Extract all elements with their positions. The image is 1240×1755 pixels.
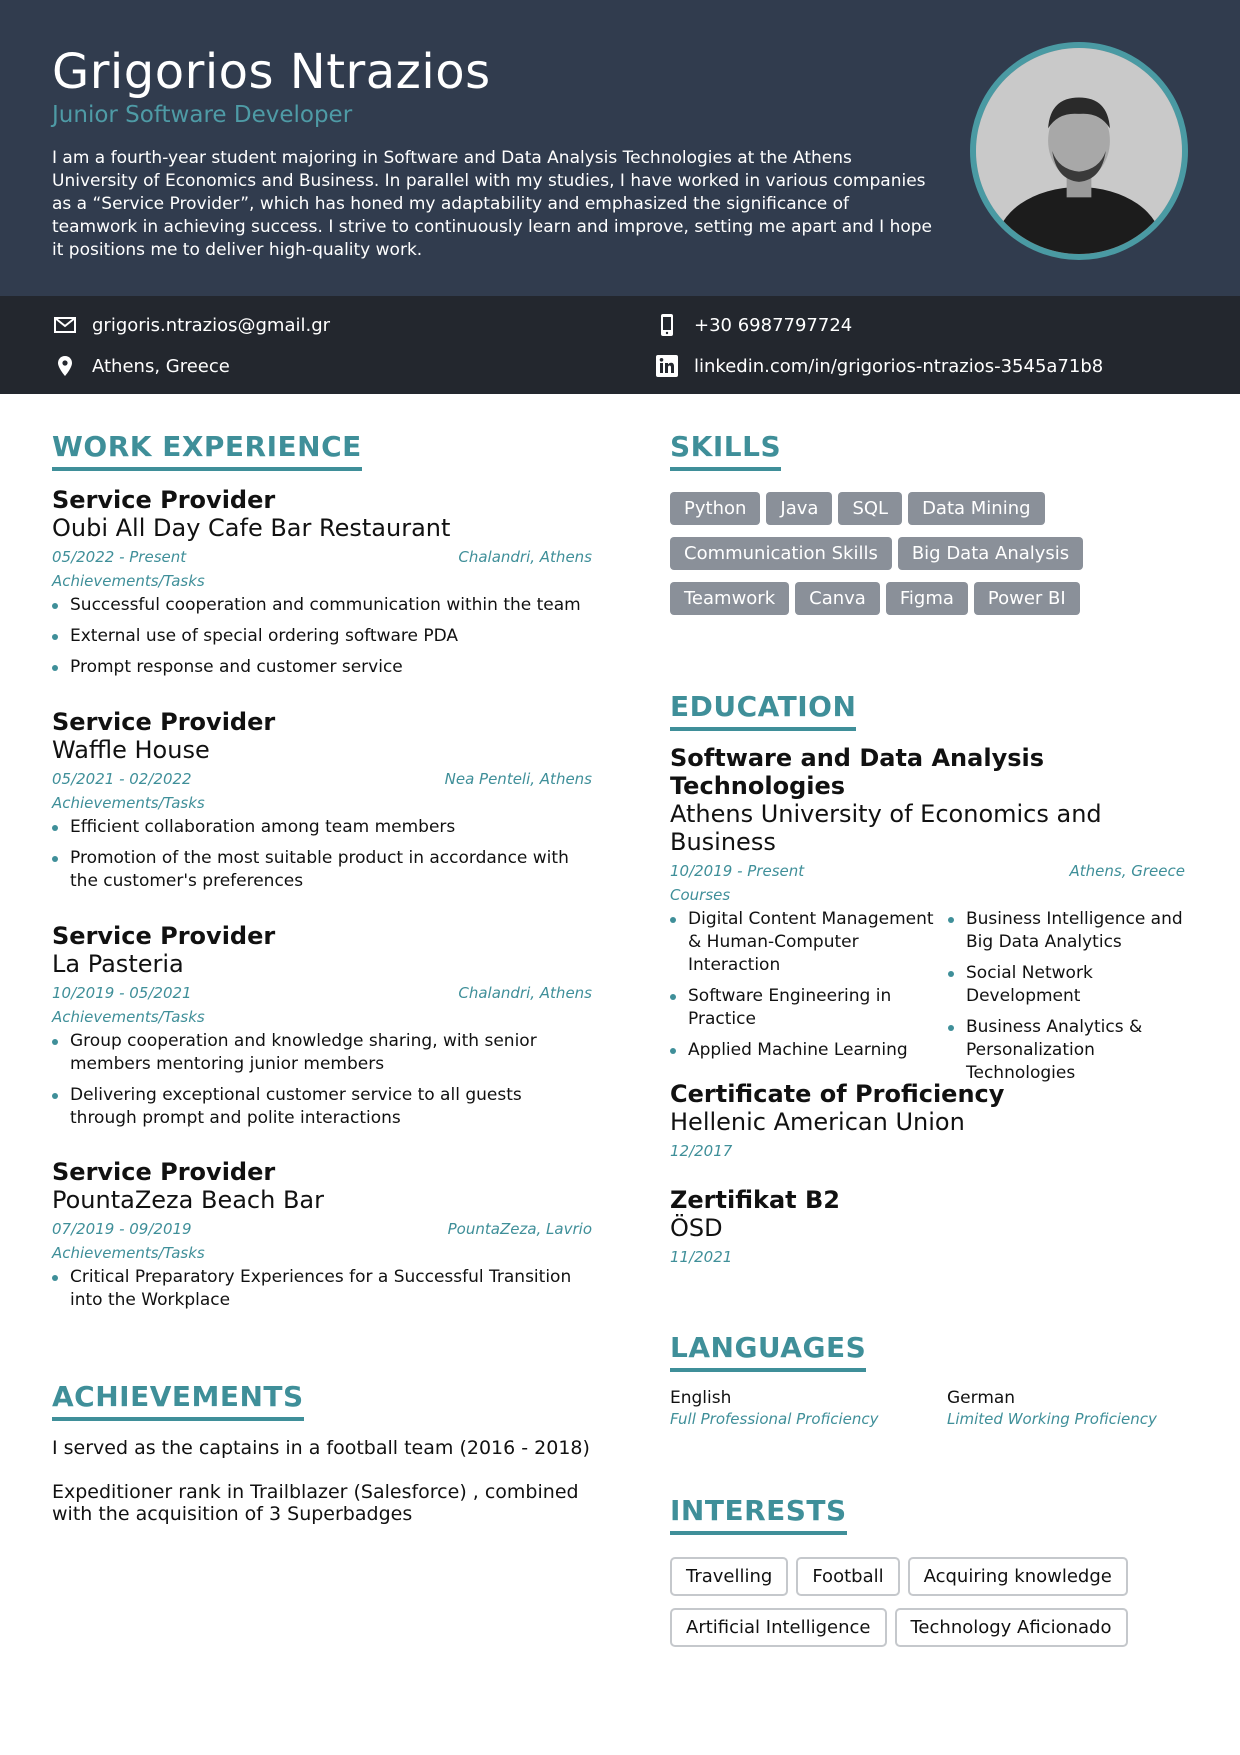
task-item: Critical Preparatory Experiences for a Successful Transition into the Workplace [52,1266,592,1312]
job-title: Service Provider [52,486,276,514]
skills-heading: SKILLS [670,430,781,471]
language-level: Limited Working Proficiency [947,1410,1157,1428]
task-item: External use of special ordering software PDA [52,625,592,648]
profile-photo [970,42,1188,260]
job-title: Service Provider [52,922,276,950]
job-company: La Pasteria [52,950,184,978]
mobile-phone-icon [654,312,680,338]
tasks-label: Achievements/Tasks [52,572,205,590]
interest-tag: Artificial Intelligence [670,1608,887,1647]
course-item: Social Network Development [948,962,1185,1008]
skill-tag: SQL [838,492,902,525]
job-company: Waffle House [52,736,210,764]
job-dates: 10/2019 - 05/2021 [52,984,192,1002]
certificate-meta [670,1142,1185,1160]
achievements-heading: ACHIEVEMENTS [52,1380,304,1421]
skill-tag: Python [670,492,760,525]
task-item: Successful cooperation and communication within the team [52,594,592,617]
contact-linkedin[interactable] [654,353,1103,379]
education-heading: EDUCATION [670,690,856,731]
contact-phone[interactable] [654,312,852,338]
job-dates: 05/2022 - Present [52,548,187,566]
job-dates: 07/2019 - 09/2019 [52,1220,192,1238]
job-location: Chalandri, Athens [458,548,592,566]
task-item: Group cooperation and knowledge sharing, with senior members mentoring junior members [52,1030,592,1076]
job-meta [52,770,592,788]
language-entry [670,1388,930,1428]
certificate-date: 12/2017 [670,1142,733,1160]
certificate-meta [670,1248,1185,1266]
interests-heading: INTERESTS [670,1494,847,1535]
linkedin-text[interactable]: linkedin.com/in/grigorios-ntrazios-3545a71b8 [694,355,1104,377]
job-entry [52,922,592,1138]
job-dates: 05/2021 - 02/2022 [52,770,192,788]
contact-location [52,353,230,379]
tasks-label: Achievements/Tasks [52,794,205,812]
interest-tag: Travelling [670,1557,788,1596]
job-entry [52,1158,592,1320]
interest-tag: Football [796,1557,899,1596]
certificate-date: 11/2021 [670,1248,733,1266]
candidate-name: Grigorios Ntrazios [52,44,491,100]
tasks-label: Achievements/Tasks [52,1008,205,1026]
interest-tag: Acquiring knowledge [908,1557,1128,1596]
task-list [52,594,592,679]
course-column-left [670,908,948,1093]
profile-summary: I am a fourth-year student majoring in Software and Data Analysis Technologies at the Athens University of Economics and Business. In parallel with my studies, I have worked in various companies as a “Service Provider”, which has honed my adaptability and emphasized the significance of teamwork in achieving success. I strive to continuously learn and improve, setting me apart and I hope it positions me to deliver high-quality work. [52,148,932,260]
degree-dates: 10/2019 - Present [670,862,805,880]
phone-text[interactable]: +30 6987797724 [694,314,853,336]
skill-tag: Communication Skills [670,537,892,570]
envelope-icon [52,312,78,338]
course-item: Business Analytics & Personalization Technologies [948,1016,1185,1085]
skill-tag: Big Data Analysis [898,537,1083,570]
candidate-role: Junior Software Developer [52,102,353,128]
task-list [52,816,592,893]
location-text: Athens, Greece [92,355,230,377]
job-meta [52,984,592,1002]
job-title: Service Provider [52,708,276,736]
job-meta [52,548,592,566]
degree-entry [670,744,1185,1093]
task-list [52,1266,592,1312]
task-item: Promotion of the most suitable product in accordance with the customer's preferences [52,847,592,893]
language-name: German [947,1388,1016,1408]
job-location: PountaZeza, Lavrio [447,1220,592,1238]
certificate-title: Certificate of Proficiency [670,1080,1005,1108]
certificate-issuer: Hellenic American Union [670,1108,965,1136]
certificate-entry [670,1080,1185,1160]
certificate-issuer: ÖSD [670,1214,723,1242]
course-item: Business Intelligence and Big Data Analytics [948,908,1185,954]
interests-list [670,1557,1190,1659]
degree-title: Software and Data Analysis Technologies [670,744,1045,800]
work-experience-heading: WORK EXPERIENCE [52,430,362,471]
task-list [52,1030,592,1130]
skill-tag: Java [766,492,832,525]
job-location: Nea Penteli, Athens [444,770,592,788]
job-company: PountaZeza Beach Bar [52,1186,324,1214]
course-item: Software Engineering in Practice [670,985,948,1031]
task-item: Efficient collaboration among team members [52,816,592,839]
achievement-item: I served as the captains in a football team (2016 - 2018) [52,1437,590,1459]
skills-list [670,492,1190,627]
location-pin-icon [52,353,78,379]
job-entry [52,708,592,901]
course-item: Applied Machine Learning [670,1039,948,1062]
linkedin-icon [654,353,680,379]
courses-label: Courses [670,886,731,904]
job-meta [52,1220,592,1238]
degree-location: Athens, Greece [1069,862,1185,880]
skill-tag: Figma [886,582,968,615]
skill-tag: Power BI [974,582,1080,615]
course-list [670,908,1185,1093]
language-entry [947,1388,1207,1428]
course-item: Digital Content Management & Human-Computer Interaction [670,908,948,977]
contact-bar [0,296,1240,394]
certificate-entry [670,1186,1185,1266]
degree-meta [670,862,1185,880]
skill-tag: Data Mining [908,492,1044,525]
skill-tag: Canva [795,582,880,615]
resume-header [0,0,1240,296]
course-column-right [948,908,1185,1093]
task-item: Prompt response and customer service [52,656,592,679]
tasks-label: Achievements/Tasks [52,1244,205,1262]
email-text[interactable]: grigoris.ntrazios@gmail.gr [92,314,331,336]
languages-heading: LANGUAGES [670,1331,866,1372]
contact-email[interactable] [52,312,330,338]
interest-tag: Technology Aficionado [895,1608,1128,1647]
job-company: Oubi All Day Cafe Bar Restaurant [52,514,451,542]
language-name: English [670,1388,732,1408]
achievement-item: Expeditioner rank in Trailblazer (Salesforce) , combined with the acquisition of 3 Superbadges [52,1481,579,1525]
job-location: Chalandri, Athens [458,984,592,1002]
job-entry [52,486,592,687]
person-portrait-icon [976,48,1182,254]
skill-tag: Teamwork [670,582,789,615]
job-title: Service Provider [52,1158,276,1186]
language-level: Full Professional Proficiency [670,1410,879,1428]
task-item: Delivering exceptional customer service to all guests through prompt and polite interactions [52,1084,592,1130]
certificate-title: Zertifikat B2 [670,1186,840,1214]
degree-school: Athens University of Economics and Business [670,800,1102,856]
